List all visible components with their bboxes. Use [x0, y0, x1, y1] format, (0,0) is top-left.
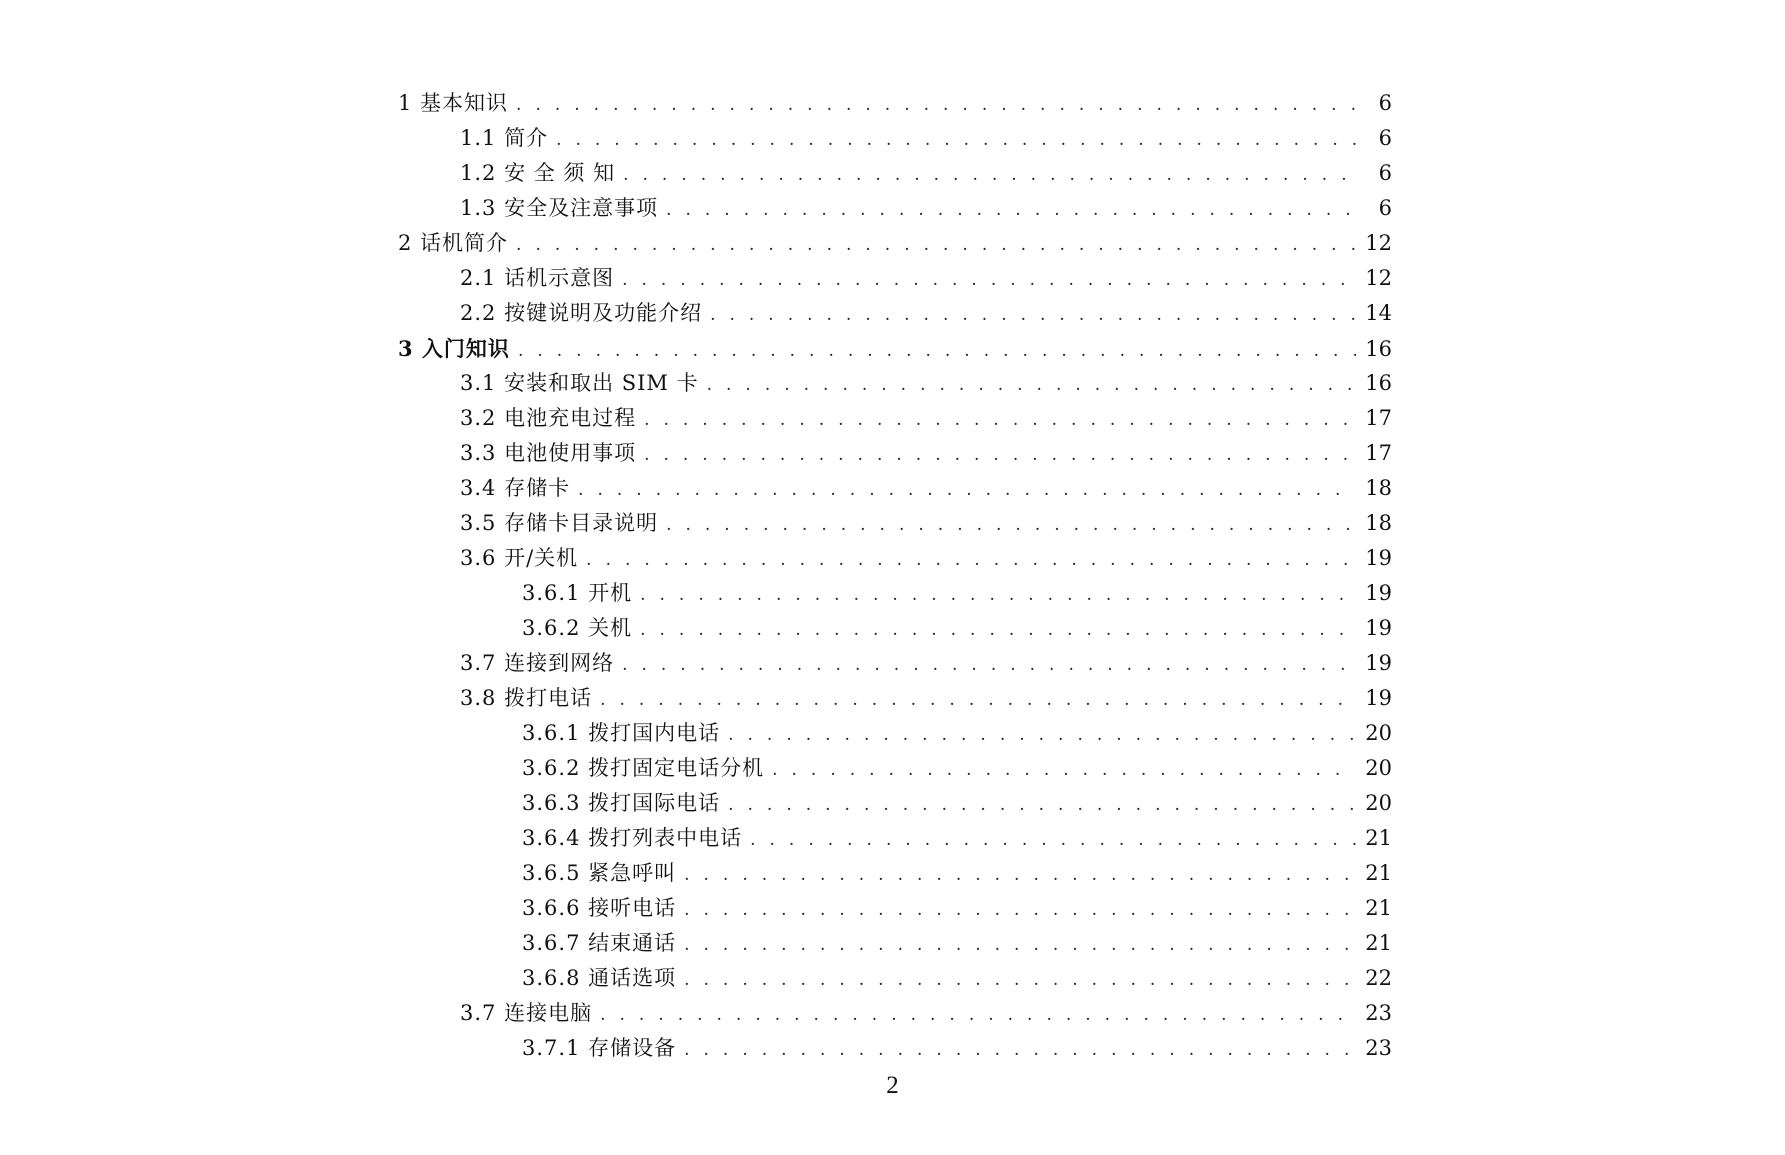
toc-entry-page: 6 [1378, 196, 1392, 220]
toc-dot-leader [640, 578, 1356, 613]
toc-dot-leader [516, 88, 1356, 123]
toc-entry-title: 3.1 安装和取出 SIM 卡 [460, 371, 699, 395]
toc-entry[interactable] [398, 681, 1392, 716]
page-number: 2 [886, 1072, 899, 1099]
toc-dot-leader [684, 963, 1356, 998]
toc-entry-title: 2.1 话机示意图 [460, 266, 615, 290]
toc-entry-page: 14 [1365, 301, 1392, 325]
table-of-contents [398, 86, 1392, 1066]
toc-entry[interactable] [398, 471, 1392, 506]
toc-entry-page: 19 [1365, 616, 1392, 640]
toc-entry[interactable] [398, 331, 1392, 366]
toc-entry-page: 18 [1365, 511, 1392, 535]
toc-entry[interactable] [398, 611, 1392, 646]
toc-dot-leader [640, 613, 1356, 648]
toc-entry[interactable] [398, 121, 1392, 156]
toc-entry[interactable] [398, 576, 1392, 611]
toc-dot-leader [750, 823, 1356, 858]
toc-entry-title: 3.4 存储卡 [460, 476, 571, 500]
toc-entry-page: 6 [1378, 91, 1392, 115]
toc-entry-title: 3.7.1 存储设备 [522, 1036, 677, 1060]
toc-entry-title: 2 话机简介 [398, 231, 509, 255]
toc-dot-leader [644, 438, 1356, 473]
toc-entry[interactable] [398, 1031, 1392, 1066]
toc-entry[interactable] [398, 541, 1392, 576]
toc-entry-page: 19 [1365, 686, 1392, 710]
toc-entry[interactable] [398, 191, 1392, 226]
toc-entry-page: 21 [1365, 896, 1392, 920]
toc-entry-title: 3.3 电池使用事项 [460, 441, 637, 465]
toc-entry-page: 19 [1365, 546, 1392, 570]
toc-entry-title: 3.6.7 结束通话 [522, 931, 677, 955]
toc-entry[interactable] [398, 961, 1392, 996]
toc-entry-page: 23 [1365, 1001, 1392, 1025]
toc-entry-page: 22 [1365, 966, 1392, 990]
toc-dot-leader [710, 298, 1356, 333]
toc-entry[interactable] [398, 156, 1392, 191]
toc-dot-leader [684, 858, 1356, 893]
toc-entry-page: 16 [1365, 337, 1392, 361]
toc-entry[interactable] [398, 366, 1392, 401]
toc-entry[interactable] [398, 751, 1392, 786]
toc-entry[interactable] [398, 401, 1392, 436]
toc-dot-leader [600, 683, 1356, 718]
toc-entry-title: 3.6.8 通话选项 [522, 966, 677, 990]
toc-entry-title: 1.1 简介 [460, 126, 549, 150]
toc-dot-leader [622, 648, 1356, 683]
toc-entry-title: 3.6.1 开机 [522, 581, 633, 605]
toc-entry[interactable] [398, 891, 1392, 926]
toc-entry-page: 12 [1365, 231, 1392, 255]
toc-entry-title: 1.3 安全及注意事项 [460, 196, 659, 220]
toc-entry[interactable] [398, 996, 1392, 1031]
toc-entry-page: 17 [1365, 441, 1392, 465]
toc-entry-page: 16 [1365, 371, 1392, 395]
toc-dot-leader [772, 753, 1356, 788]
toc-dot-leader [516, 228, 1356, 263]
toc-entry-title: 3.5 存储卡目录说明 [460, 511, 659, 535]
toc-entry-title: 3.7 连接到网络 [460, 651, 615, 675]
toc-dot-leader [644, 403, 1356, 438]
toc-dot-leader [586, 543, 1356, 578]
toc-entry-title: 1.2 安 全 须 知 [460, 161, 616, 185]
toc-entry[interactable] [398, 226, 1392, 261]
toc-entry-page: 20 [1365, 721, 1392, 745]
toc-entry-title: 3.6.6 接听电话 [522, 896, 677, 920]
toc-entry[interactable] [398, 261, 1392, 296]
toc-entry-title: 3.2 电池充电过程 [460, 406, 637, 430]
toc-entry[interactable] [398, 86, 1392, 121]
toc-dot-leader [622, 263, 1356, 298]
toc-dot-leader [518, 334, 1356, 369]
toc-dot-leader [600, 998, 1356, 1033]
toc-entry-page: 21 [1365, 861, 1392, 885]
toc-entry[interactable] [398, 506, 1392, 541]
toc-entry-title: 3.6.5 紧急呼叫 [522, 861, 677, 885]
toc-entry[interactable] [398, 856, 1392, 891]
toc-entry-page: 6 [1378, 126, 1392, 150]
toc-entry-page: 20 [1365, 756, 1392, 780]
toc-entry-title: 3.8 拨打电话 [460, 686, 593, 710]
toc-entry[interactable] [398, 821, 1392, 856]
toc-dot-leader [684, 928, 1356, 963]
toc-dot-leader [684, 1033, 1356, 1068]
toc-entry-title: 3.6.2 关机 [522, 616, 633, 640]
toc-entry[interactable] [398, 926, 1392, 961]
toc-entry-title: 3.6.2 拨打固定电话分机 [522, 756, 765, 780]
toc-entry-title: 2.2 按键说明及功能介绍 [460, 301, 703, 325]
toc-entry-page: 21 [1365, 826, 1392, 850]
toc-entry[interactable] [398, 646, 1392, 681]
toc-entry-title: 3.6.1 拨打国内电话 [522, 721, 721, 745]
toc-dot-leader [578, 473, 1356, 508]
toc-entry-page: 20 [1365, 791, 1392, 815]
toc-dot-leader [707, 368, 1356, 403]
toc-dot-leader [623, 158, 1356, 193]
toc-entry-page: 18 [1365, 476, 1392, 500]
toc-entry-title: 3.7 连接电脑 [460, 1001, 593, 1025]
toc-entry[interactable] [398, 436, 1392, 471]
toc-entry[interactable] [398, 296, 1392, 331]
toc-entry[interactable] [398, 786, 1392, 821]
toc-entry-page: 19 [1365, 581, 1392, 605]
toc-entry[interactable] [398, 716, 1392, 751]
toc-entry-page: 21 [1365, 931, 1392, 955]
toc-entry-title: 1 基本知识 [398, 91, 509, 115]
toc-entry-page: 19 [1365, 651, 1392, 675]
toc-entry-title: 3.6.4 拨打列表中电话 [522, 826, 743, 850]
toc-entry-title: 3.6.3 拨打国际电话 [522, 791, 721, 815]
toc-entry-page: 6 [1378, 161, 1392, 185]
toc-dot-leader [666, 508, 1356, 543]
toc-dot-leader [666, 193, 1356, 228]
toc-entry-title: 3.6 开/关机 [460, 546, 579, 570]
toc-dot-leader [556, 123, 1356, 158]
toc-dot-leader [684, 893, 1356, 928]
toc-entry-page: 12 [1365, 266, 1392, 290]
toc-dot-leader [728, 718, 1356, 753]
toc-entry-page: 17 [1365, 406, 1392, 430]
toc-dot-leader [728, 788, 1356, 823]
toc-entry-title: 3 入门知识 [398, 336, 510, 361]
toc-entry-page: 23 [1365, 1036, 1392, 1060]
